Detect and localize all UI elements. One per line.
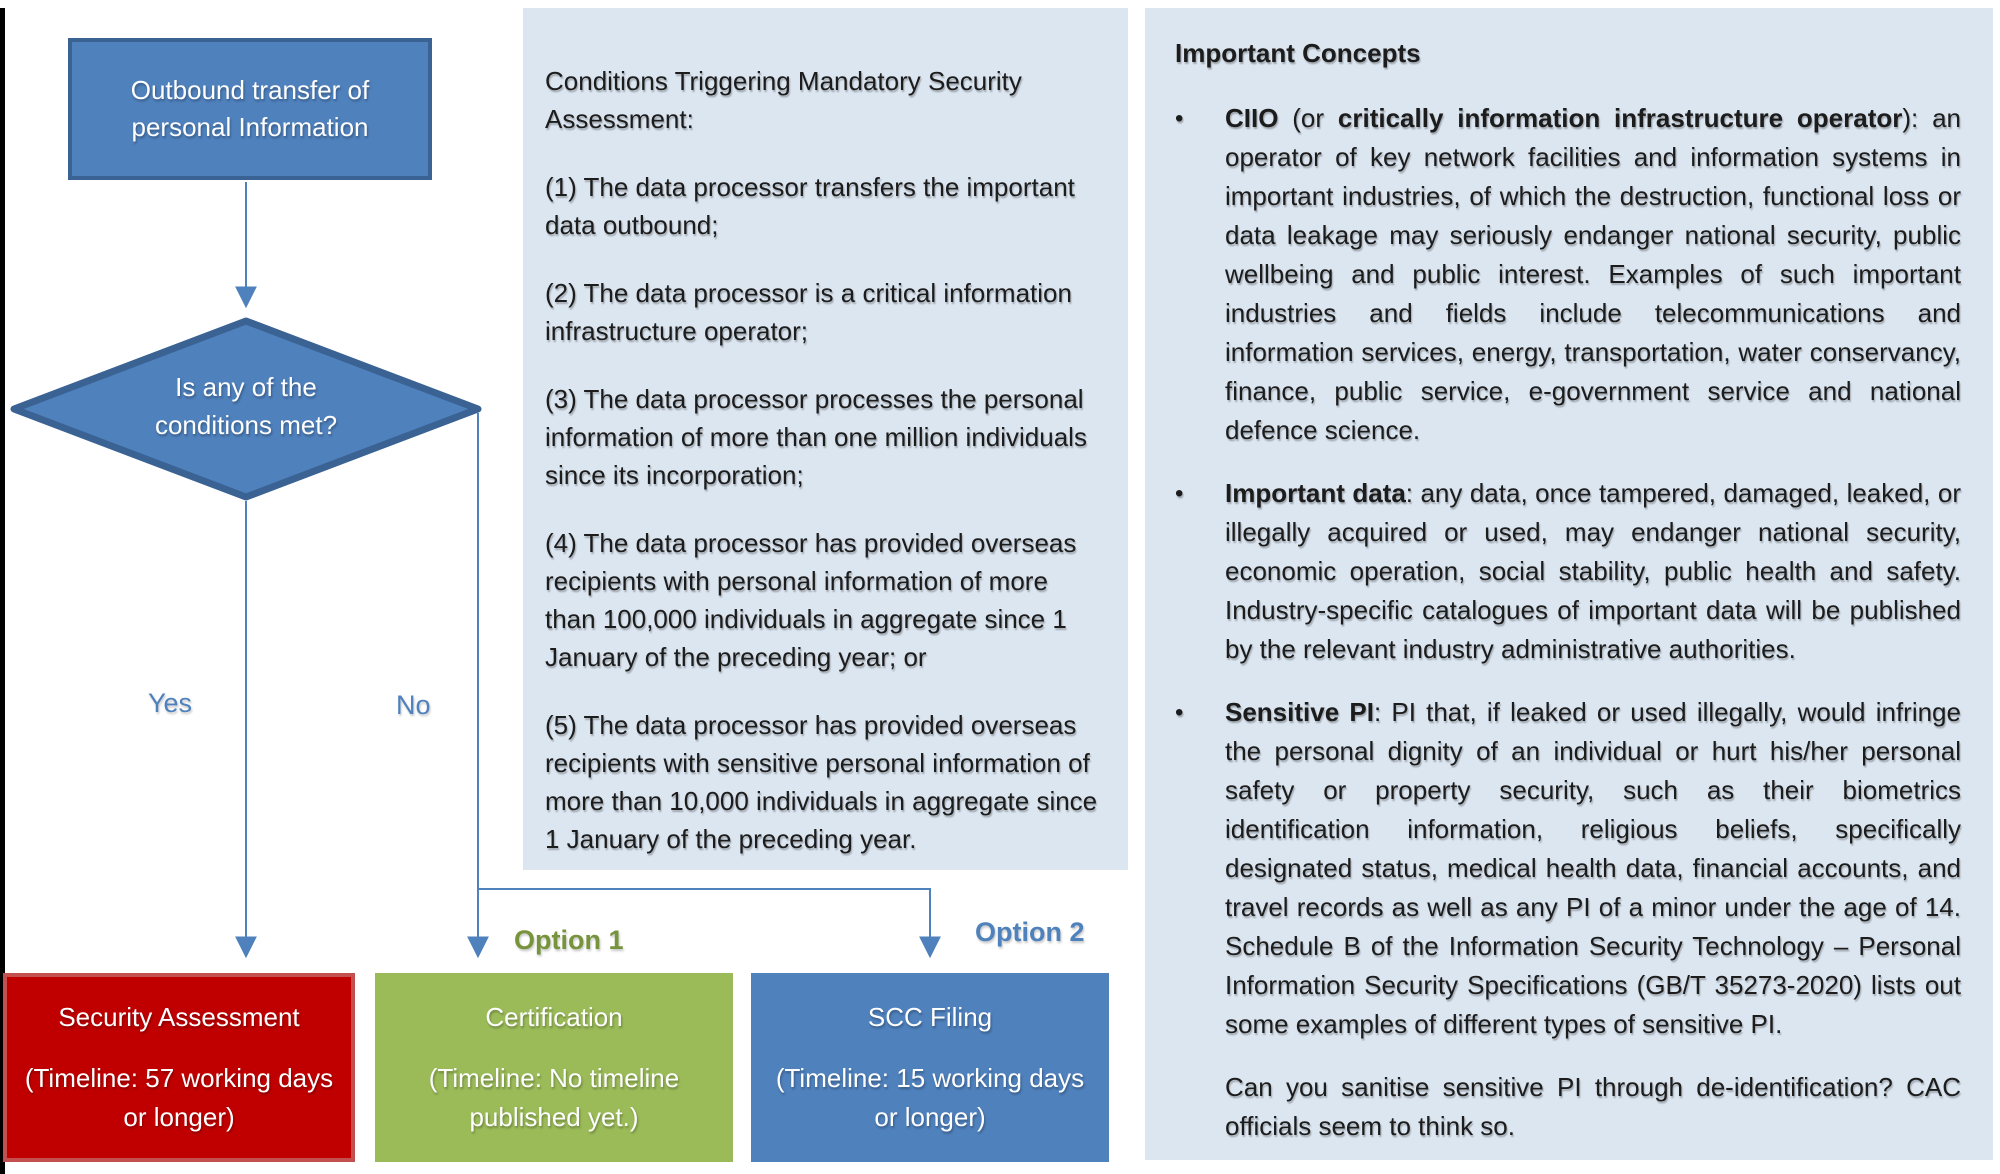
- decision-node-label: [116, 368, 376, 444]
- outcome-security-timeline-line1: (Timeline: 57 working days: [24, 1063, 334, 1093]
- outcome-certification-timeline-line2: published yet.): [469, 1102, 639, 1132]
- no-branch-label: No: [396, 690, 431, 720]
- condition-item: (5) The data processor has provided overseas recipients with sensitive personal information of more than 10,000 individuals in aggregate since 1 January of the preceding year.: [545, 710, 1098, 854]
- concept-text: Important data: any data, once tampered, damaged, leaked, or illegally acquired or used, may endanger national security, economic operation, social stability, public health and safety. Industry-specific catalogues of important data will be published by the relevant industry administrative authorities.: [1225, 478, 1961, 664]
- outcome-certification-title: Certification: [485, 1002, 623, 1032]
- outcome-certification-timeline-line1: (Timeline: No timeline: [428, 1063, 680, 1093]
- option2-label: Option 2: [975, 917, 1085, 947]
- concept-bullet-item: [1175, 99, 1961, 450]
- conditions-panel: [523, 8, 1128, 870]
- outcome-scc-filing: [751, 973, 1109, 1162]
- outcome-scc-title: SCC Filing: [867, 1002, 993, 1032]
- conditions-heading: Conditions Triggering Mandatory Security Assessment:: [545, 66, 1022, 134]
- decision-line2: conditions met?: [154, 410, 338, 440]
- concept-bullet-item: [1175, 474, 1961, 669]
- concepts-panel: [1145, 8, 1993, 1160]
- outcome-security-title: Security Assessment: [58, 1002, 300, 1032]
- outcome-security-timeline-line2: or longer): [123, 1102, 235, 1132]
- concept-text: Sensitive PI: PI that, if leaked or used illegally, would infringe the personal dignity of an individual or hurt his/her personal safety or property security, such as their biometrics identification information, religious beliefs, specifically designated status, medical health data, financial accounts, and travel records as well as any PI of a minor under the age of 14. Schedule B of the Information Security Technology – Personal Information Security Specifications (GB/T 35273-2020) lists out some examples of different types of sensitive PI.: [1225, 697, 1961, 1039]
- outcome-certification: [375, 973, 733, 1162]
- concepts-heading: Important Concepts: [1175, 38, 1421, 68]
- condition-item: (2) The data processor is a critical information infrastructure operator;: [545, 278, 1072, 346]
- concept-text: Can you sanitise sensitive PI through de-identification? CAC officials seem to think so.: [1225, 1072, 1961, 1141]
- start-node-line1: Outbound transfer of: [130, 75, 370, 105]
- outcome-security-assessment: [3, 973, 355, 1162]
- option1-label: Option 1: [514, 925, 624, 955]
- start-node-line2: personal Information: [131, 112, 369, 142]
- concept-text: CIIO (or critically information infrastructure operator): an operator of key network facilities and information systems in important industries, of which the destruction, functional loss or data leakage may seriously endanger national security, public wellbeing and public interest. Examples of such important industries and fields include telecommunications and information services, energy, transportation, water conservancy, finance, public service, e-government service and national defence science.: [1225, 103, 1962, 445]
- yes-branch-label: Yes: [148, 688, 193, 718]
- bullet-dot: •: [1175, 699, 1184, 726]
- conditions-list: [545, 168, 1102, 858]
- bullet-dot: •: [1175, 105, 1184, 132]
- concepts-list: [1175, 99, 1961, 1146]
- outcome-scc-timeline-line2: or longer): [874, 1102, 986, 1132]
- condition-item: (4) The data processor has provided overseas recipients with personal information of more than 100,000 individuals in aggregate since 1 January of the preceding year; or: [545, 528, 1077, 672]
- condition-item: (1) The data processor transfers the important data outbound;: [545, 172, 1075, 240]
- concept-bullet-item: [1175, 693, 1961, 1044]
- condition-item: (3) The data processor processes the personal information of more than one million individuals since its incorporation;: [545, 384, 1087, 490]
- start-node-outbound-transfer: [68, 38, 432, 180]
- decision-line1: Is any of the: [175, 372, 317, 402]
- bullet-dot: •: [1175, 480, 1184, 507]
- outcome-scc-timeline-line1: (Timeline: 15 working days: [775, 1063, 1085, 1093]
- bullet-spacer: [1175, 1068, 1225, 1146]
- concept-paragraph: [1175, 1068, 1961, 1146]
